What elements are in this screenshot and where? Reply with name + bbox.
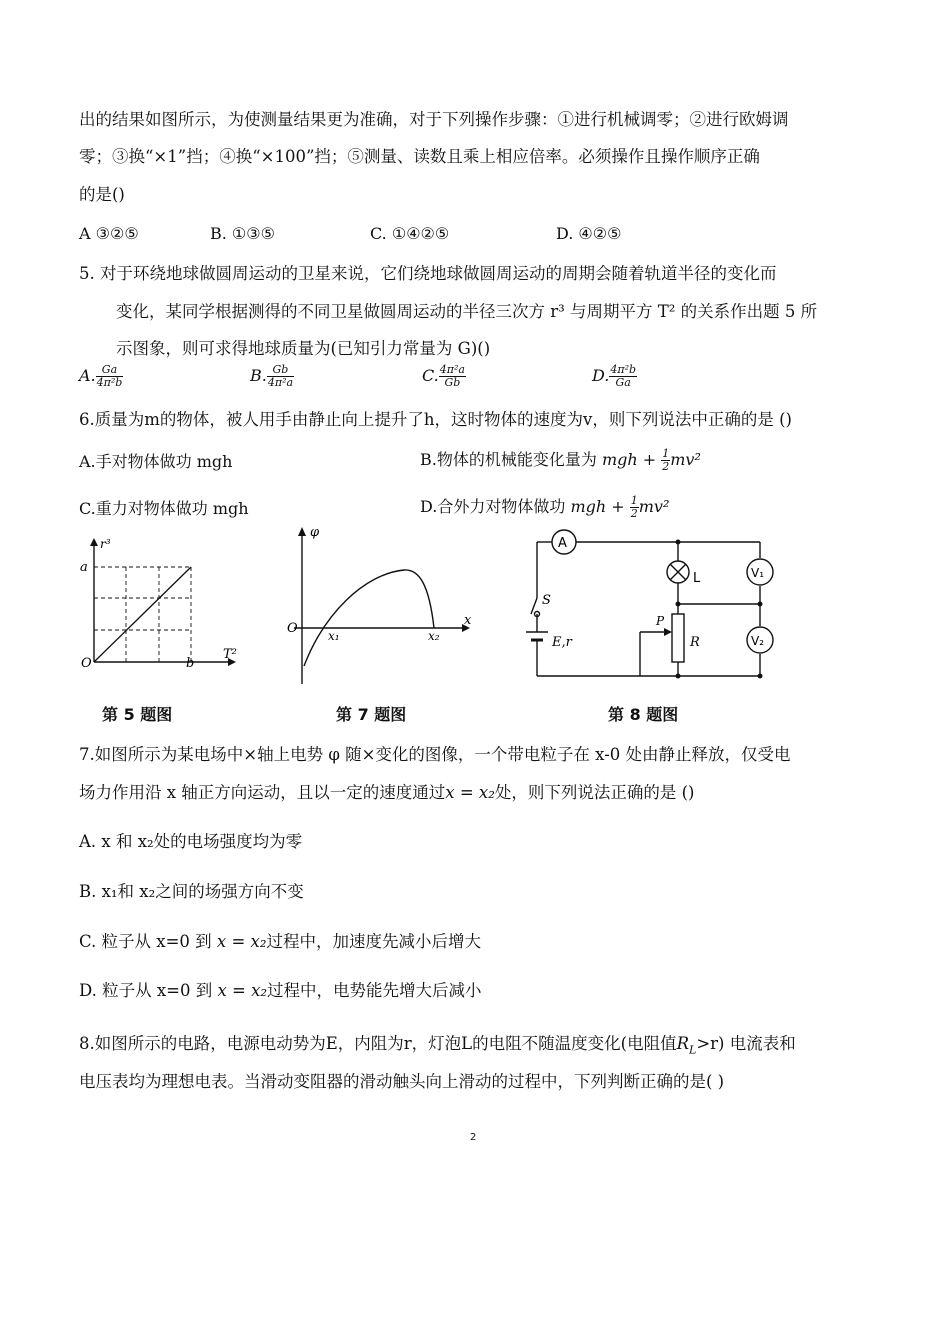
fig7-origin-label: O (287, 621, 298, 636)
page-number: 2 (470, 1132, 477, 1143)
q6-option-d: D.合外力对物体做功 mgh + $\frac{1}{2}$ mv² (420, 494, 670, 520)
q5-line-2: 变化，某同学根据测得的不同卫星做圆周运动的半径三次方 r³ 与周期平方 T² 的关系作出题 5 所 (116, 302, 818, 321)
q5-option-d: D. $\frac{\text{4π²b}}{Ga}$ (592, 363, 637, 389)
figure-5-graph (78, 536, 248, 671)
q5-line-1: 5. 对于环绕地球做圆周运动的卫星来说，它们绕地球做圆周运动的周期会随着轨道半径的变化而 (79, 264, 777, 283)
q4-option-d: D. ④②⑤ (556, 224, 622, 243)
fig8-v2-label: V₂ (751, 634, 765, 648)
q4-line-3: 的是() (79, 185, 125, 204)
fig5-y-label: r³ (100, 537, 111, 551)
q5-option-c: C. $\frac{\text{4π²a}}{Gb}$ (422, 363, 465, 389)
fig8-ammeter-label: A (558, 536, 567, 551)
figure-5-caption: 第 5 题图 (102, 705, 173, 724)
fig5-origin-label: O (81, 656, 92, 671)
figure-8-caption: 第 8 题图 (608, 705, 679, 724)
q4-option-b: B. ①③⑤ (210, 224, 275, 243)
fig7-x-label: x (464, 613, 472, 628)
q4-option-c: C. ①④②⑤ (370, 224, 450, 243)
q6-option-a: A.手对物体做功 mgh (79, 452, 233, 471)
q7-line-2: 场力作用沿 x 轴正方向运动，且以一定的速度通过x = x₂处，则下列说法正确的是 () (79, 783, 695, 802)
figure-7-graph (284, 524, 484, 688)
fig8-switch-label: S (542, 593, 551, 608)
fig8-slider-label: P (656, 614, 665, 628)
fig7-x2-label: x₂ (428, 629, 440, 643)
fig5-b-label: b (186, 656, 195, 671)
fig7-y-label: φ (310, 525, 320, 540)
q6-option-c: C.重力对物体做功 mgh (79, 499, 249, 518)
q7-option-a: A. x 和 x₂处的电场强度均为零 (79, 832, 303, 851)
q5-option-a: A. $\frac{Ga}{\text{4π²b}}$ (79, 363, 123, 389)
fig8-v1-label: V₁ (751, 566, 765, 580)
q7-option-c: C. 粒子从 x=0 到 x = x₂过程中，加速度先减小后增大 (79, 932, 481, 951)
q5-option-b: B. $\frac{Gb}{\text{4π²a}}$ (250, 363, 294, 389)
q4-line-1: 出的结果如图所示，为使测量结果更为准确，对于下列操作步骤：①进行机械调零；②进行欧姆调 (79, 110, 789, 129)
q7-option-d: D. 粒子从 x=0 到 x = x₂过程中，电势能先增大后减小 (79, 981, 482, 1000)
fig7-x1-label: x₁ (328, 629, 340, 643)
fig8-lamp-label: L (693, 571, 701, 586)
q4-line-2: 零；③换“×1”挡；④换“×100”挡；⑤测量、读数且乘上相应倍率。必须操作且操作顺序正确 (79, 147, 760, 166)
q4-option-a: A ③②⑤ (79, 224, 139, 243)
fig5-x-label: T² (223, 647, 237, 662)
q7-line-1: 7.如图所示为某电场中×轴上电势 φ 随×变化的图像，一个带电粒子在 x-0 处由静止释放，仅受电 (79, 745, 791, 764)
fig8-source-label: E,r (552, 635, 572, 650)
q7-option-b: B. x₁和 x₂之间的场强方向不变 (79, 882, 304, 901)
q6-stem: 6.质量为m的物体，被人用手由静止向上提升了h，这时物体的速度为v，则下列说法中正确的是 () (79, 410, 792, 429)
q5-line-3: 示图象，则可求得地球质量为(已知引力常量为 G)() (116, 339, 491, 358)
figure-8-circuit (512, 526, 784, 686)
figure-7-caption: 第 7 题图 (336, 705, 407, 724)
q8-line-2: 电压表均为理想电表。当滑动变阻器的滑动触头向上滑动的过程中，下列判断正确的是( ) (79, 1072, 725, 1091)
q8-line-1: 8.如图所示的电路，电源电动势为E，内阻为r，灯泡L的电阻不随温度变化(电阻值$R_L>r$) 电流表和 (79, 1034, 796, 1057)
fig5-a-label: a (80, 560, 88, 575)
q6-option-b: B.物体的机械能变化量为 mgh + $\frac{1}{2}$ mv² (420, 447, 701, 473)
fig8-rheostat-label: R (690, 635, 700, 650)
